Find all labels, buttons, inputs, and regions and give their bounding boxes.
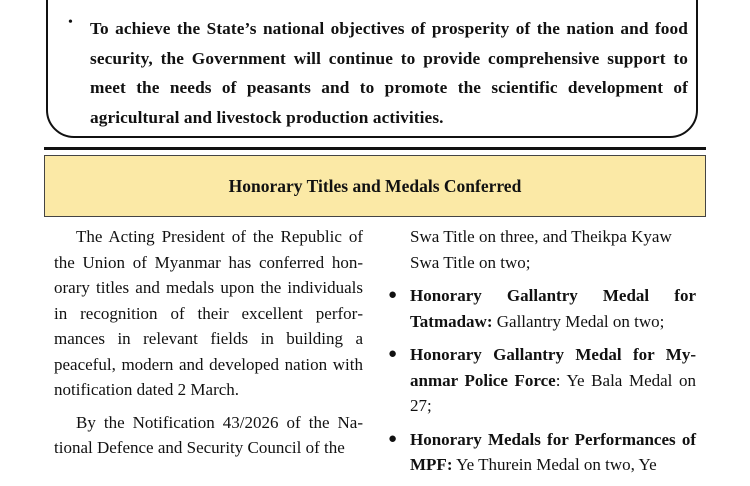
continued-text: Swa Title on three, and Theikpa Kyaw Swa Title on two; [410, 227, 672, 272]
notice-box [46, 0, 698, 138]
list-item [388, 342, 696, 419]
notice-text: To achieve the State’s national objectives of prosperity of the nation and food security, the Government will continue to provide comprehensive support to meet the needs of peasants and to promote the scientific development of agricultural and livestock production activities. [90, 19, 688, 127]
award-name: Honorary Gallantry Medal for Myanmar Police Force [410, 345, 696, 390]
section-header [44, 155, 706, 217]
award-name: Honorary Gallantry Medal for Tatmadaw: [410, 286, 696, 331]
list-item [388, 283, 696, 334]
right-column [388, 224, 696, 486]
article-paragraph-1: The Acting President of the Republic of the Union of Myanmar has conferred honorary titles and medals upon the individuals in recognition of their excellent performances in relevant fields in building a peaceful, modern and developed nation with notification dated 2 March. [54, 227, 363, 399]
award-detail: : Ye Bala Medal on 27; [410, 370, 696, 415]
award-detail: Gallantry Medal on two; [492, 311, 665, 331]
award-name: Honorary Medals for Performances of MPF: [410, 429, 696, 474]
bullet-icon: • [68, 15, 73, 30]
left-column [54, 224, 363, 461]
article-paragraph-2: By the Notification 43/2026 of the National Defence and Security Council of the [54, 412, 363, 457]
bullet-icon: ● [388, 287, 398, 303]
list-item [388, 427, 696, 478]
bullet-icon: ● [388, 430, 398, 447]
section-divider [44, 147, 706, 150]
award-detail: Ye Thurein Medal on two, Ye [452, 455, 657, 474]
award-list [388, 283, 696, 478]
section-title: Honorary Titles and Medals Conferred [228, 175, 522, 196]
bullet-icon: ● [388, 346, 398, 362]
